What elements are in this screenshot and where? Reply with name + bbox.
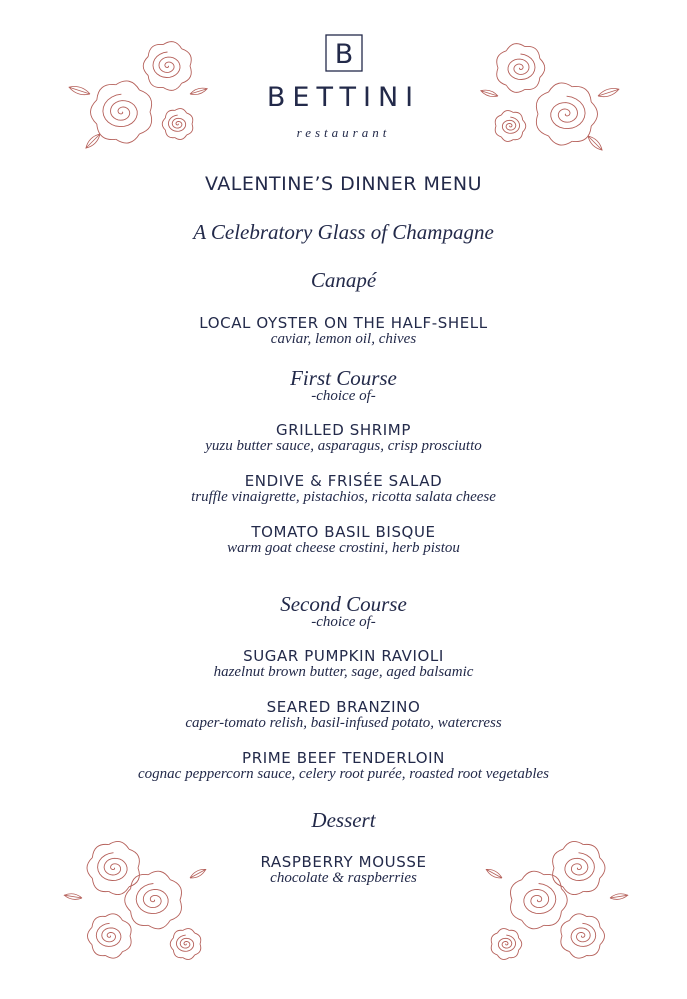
logo-mark-icon	[325, 34, 363, 72]
second-course-title: Second Course	[280, 592, 407, 616]
canape-title: Canapé	[310, 268, 377, 292]
welcome-line: A Celebratory Glass of Champagne	[193, 220, 494, 244]
second-course-choice: -choice of-	[311, 614, 376, 630]
menu-title: VALENTINE’S DINNER MENU	[204, 173, 483, 195]
dish-name: SUGAR PUMPKIN RAVIOLI	[243, 647, 444, 665]
dish-description: cognac peppercorn sauce, celery root purée, roasted root vegetables	[138, 766, 549, 782]
dish-description: warm goat cheese crostini, herb pistou	[227, 540, 460, 556]
dish-name: LOCAL OYSTER ON THE HALF-SHELL	[199, 314, 488, 332]
dish-name: ENDIVE & FRISÉE SALAD	[244, 472, 443, 490]
logo-letter: B	[334, 39, 354, 70]
first-course-choice: -choice of-	[311, 388, 376, 404]
dish-description: hazelnut brown butter, sage, aged balsamic	[213, 664, 474, 680]
dish-name: RASPBERRY MOUSSE	[260, 853, 427, 871]
rose-illustration-top-right-icon	[478, 36, 628, 156]
rose-illustration-top-left-icon	[60, 34, 210, 154]
dish-name: PRIME BEEF TENDERLOIN	[242, 749, 445, 767]
dish-name: GRILLED SHRIMP	[275, 421, 411, 439]
dish-description: yuzu butter sauce, asparagus, crisp prosciutto	[205, 438, 482, 454]
rose-illustration-bottom-right-icon	[480, 828, 630, 968]
rose-illustration-bottom-left-icon	[62, 828, 212, 968]
dish-name: TOMATO BASIL BISQUE	[251, 523, 436, 541]
dish-description: chocolate & raspberries	[270, 870, 417, 886]
dish-description: caper-tomato relish, basil-infused potato, watercress	[185, 715, 502, 731]
dish-description: truffle vinaigrette, pistachios, ricotta salata cheese	[191, 489, 496, 505]
brand-name: BETTINI	[266, 82, 421, 113]
first-course-title: First Course	[290, 366, 397, 390]
dish-description: caviar, lemon oil, chives	[270, 331, 417, 347]
brand-subtitle: restaurant	[296, 125, 391, 140]
dessert-title: Dessert	[311, 808, 376, 832]
dish-name: SEARED BRANZINO	[266, 698, 421, 716]
